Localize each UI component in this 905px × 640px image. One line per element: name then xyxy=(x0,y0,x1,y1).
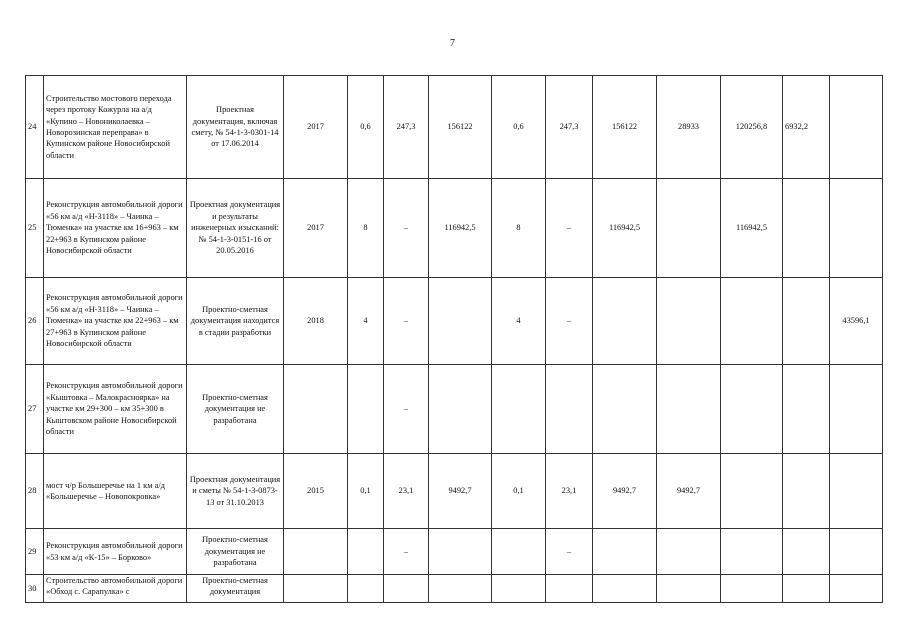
table-row xyxy=(26,278,883,365)
row-number: 29 xyxy=(26,529,44,575)
value-cell xyxy=(657,179,721,278)
row-number: 25 xyxy=(26,179,44,278)
row-number: 30 xyxy=(26,575,44,603)
value-cell: – xyxy=(546,278,593,365)
value-cell: 247,3 xyxy=(546,76,593,179)
value-cell xyxy=(657,529,721,575)
value-cell xyxy=(593,575,657,603)
value-cell: – xyxy=(384,529,429,575)
documentation-cell: Проектная документация, включая смету, № 54-1-3-0301-14 от 17.06.2014 xyxy=(187,76,284,179)
value-cell xyxy=(657,575,721,603)
value-cell xyxy=(348,575,384,603)
value-cell: 4 xyxy=(348,278,384,365)
value-cell xyxy=(783,278,830,365)
object-name-cell: Реконструкция автомобильной дороги «56 км а/д «Н-3118» – Чаинка – Тюменка» на участке км 16+963 – км 22+963 в Купинском районе Новосибирской области xyxy=(44,179,187,278)
value-cell xyxy=(783,529,830,575)
value-cell xyxy=(593,529,657,575)
value-cell xyxy=(429,365,492,454)
value-cell xyxy=(657,278,721,365)
value-cell: 23,1 xyxy=(384,454,429,529)
value-cell xyxy=(721,575,783,603)
value-cell: 9492,7 xyxy=(429,454,492,529)
value-cell: 8 xyxy=(348,179,384,278)
value-cell xyxy=(783,179,830,278)
table-row xyxy=(26,76,883,179)
documentation-cell: Проектно-сметная документация не разработана xyxy=(187,529,284,575)
table-row xyxy=(26,529,883,575)
object-name-cell: Реконструкция автомобильной дороги «Кыштовка – Малокрасноярка» на участке км 29+300 – км 35+300 в Кыштовском районе Новосибирской области xyxy=(44,365,187,454)
value-cell xyxy=(830,365,883,454)
value-cell: 23,1 xyxy=(546,454,593,529)
value-cell xyxy=(830,575,883,603)
value-cell xyxy=(721,454,783,529)
row-number: 24 xyxy=(26,76,44,179)
value-cell xyxy=(429,575,492,603)
value-cell: 247,3 xyxy=(384,76,429,179)
value-cell xyxy=(348,365,384,454)
table-row xyxy=(26,454,883,529)
documentation-cell: Проектно-сметная документация не разработана xyxy=(187,365,284,454)
value-cell xyxy=(830,454,883,529)
value-cell xyxy=(830,76,883,179)
value-cell xyxy=(783,454,830,529)
value-cell: 2017 xyxy=(284,76,348,179)
value-cell: 4 xyxy=(492,278,546,365)
documentation-cell: Проектная документация и сметы № 54-1-3-0873-13 от 31.10.2013 xyxy=(187,454,284,529)
value-cell: 2017 xyxy=(284,179,348,278)
value-cell: – xyxy=(384,179,429,278)
documentation-cell: Проектно-сметная документация xyxy=(187,575,284,603)
value-cell: 8 xyxy=(492,179,546,278)
value-cell: 0,6 xyxy=(492,76,546,179)
value-cell: 9492,7 xyxy=(657,454,721,529)
value-cell: 9492,7 xyxy=(593,454,657,529)
object-name-cell: мост ч/р Большеречье на 1 км а/д «Большеречье – Новопокровка» xyxy=(44,454,187,529)
value-cell xyxy=(429,278,492,365)
value-cell xyxy=(284,365,348,454)
value-cell xyxy=(593,278,657,365)
row-number: 28 xyxy=(26,454,44,529)
value-cell: 116942,5 xyxy=(593,179,657,278)
object-table xyxy=(25,75,883,603)
value-cell xyxy=(284,529,348,575)
value-cell xyxy=(348,529,384,575)
documentation-cell: Проектно-сметная документация находится в стадии разработки xyxy=(187,278,284,365)
value-cell xyxy=(546,365,593,454)
object-name-cell: Строительство автомобильной дороги «Обход с. Сарапулка» с xyxy=(44,575,187,603)
value-cell: 0,1 xyxy=(492,454,546,529)
value-cell: 6932,2 xyxy=(783,76,830,179)
value-cell: 156122 xyxy=(593,76,657,179)
value-cell xyxy=(384,575,429,603)
value-cell: – xyxy=(546,529,593,575)
object-name-cell: Реконструкция автомобильной дороги «56 км а/д «Н-3118» – Чаинка – Тюменка» на участке км 22+963 – км 27+963 в Купинском районе Новосибирской области xyxy=(44,278,187,365)
object-name-cell: Строительство мостового перехода через протоку Кожурла на а/д «Купино – Новониколаевка – Новорозинская переправа» в Купинском районе Новосибирской области xyxy=(44,76,187,179)
table-row xyxy=(26,365,883,454)
value-cell: – xyxy=(384,365,429,454)
value-cell: 28933 xyxy=(657,76,721,179)
value-cell xyxy=(830,529,883,575)
value-cell xyxy=(721,278,783,365)
value-cell: 116942,5 xyxy=(721,179,783,278)
row-number: 27 xyxy=(26,365,44,454)
value-cell: – xyxy=(384,278,429,365)
value-cell: 120256,8 xyxy=(721,76,783,179)
documentation-cell: Проектная документация и результаты инженерных изысканий: № 54-1-3-0151-16 от 20.05.2016 xyxy=(187,179,284,278)
value-cell xyxy=(492,365,546,454)
value-cell xyxy=(546,575,593,603)
value-cell xyxy=(721,365,783,454)
value-cell xyxy=(657,365,721,454)
value-cell: 156122 xyxy=(429,76,492,179)
value-cell: 116942,5 xyxy=(429,179,492,278)
value-cell: 0,6 xyxy=(348,76,384,179)
row-number: 26 xyxy=(26,278,44,365)
value-cell: – xyxy=(546,179,593,278)
value-cell xyxy=(783,575,830,603)
value-cell: 0,1 xyxy=(348,454,384,529)
value-cell xyxy=(429,529,492,575)
value-cell xyxy=(830,179,883,278)
value-cell xyxy=(284,575,348,603)
value-cell: 2015 xyxy=(284,454,348,529)
object-name-cell: Реконструкция автомобильной дороги «53 км а/д «К-15» – Борково» xyxy=(44,529,187,575)
value-cell: 2018 xyxy=(284,278,348,365)
value-cell xyxy=(492,575,546,603)
value-cell xyxy=(593,365,657,454)
value-cell: 43596,1 xyxy=(830,278,883,365)
value-cell xyxy=(783,365,830,454)
value-cell xyxy=(492,529,546,575)
page-number: 7 xyxy=(450,38,455,49)
value-cell xyxy=(721,529,783,575)
table-row xyxy=(26,179,883,278)
table-row xyxy=(26,575,883,603)
